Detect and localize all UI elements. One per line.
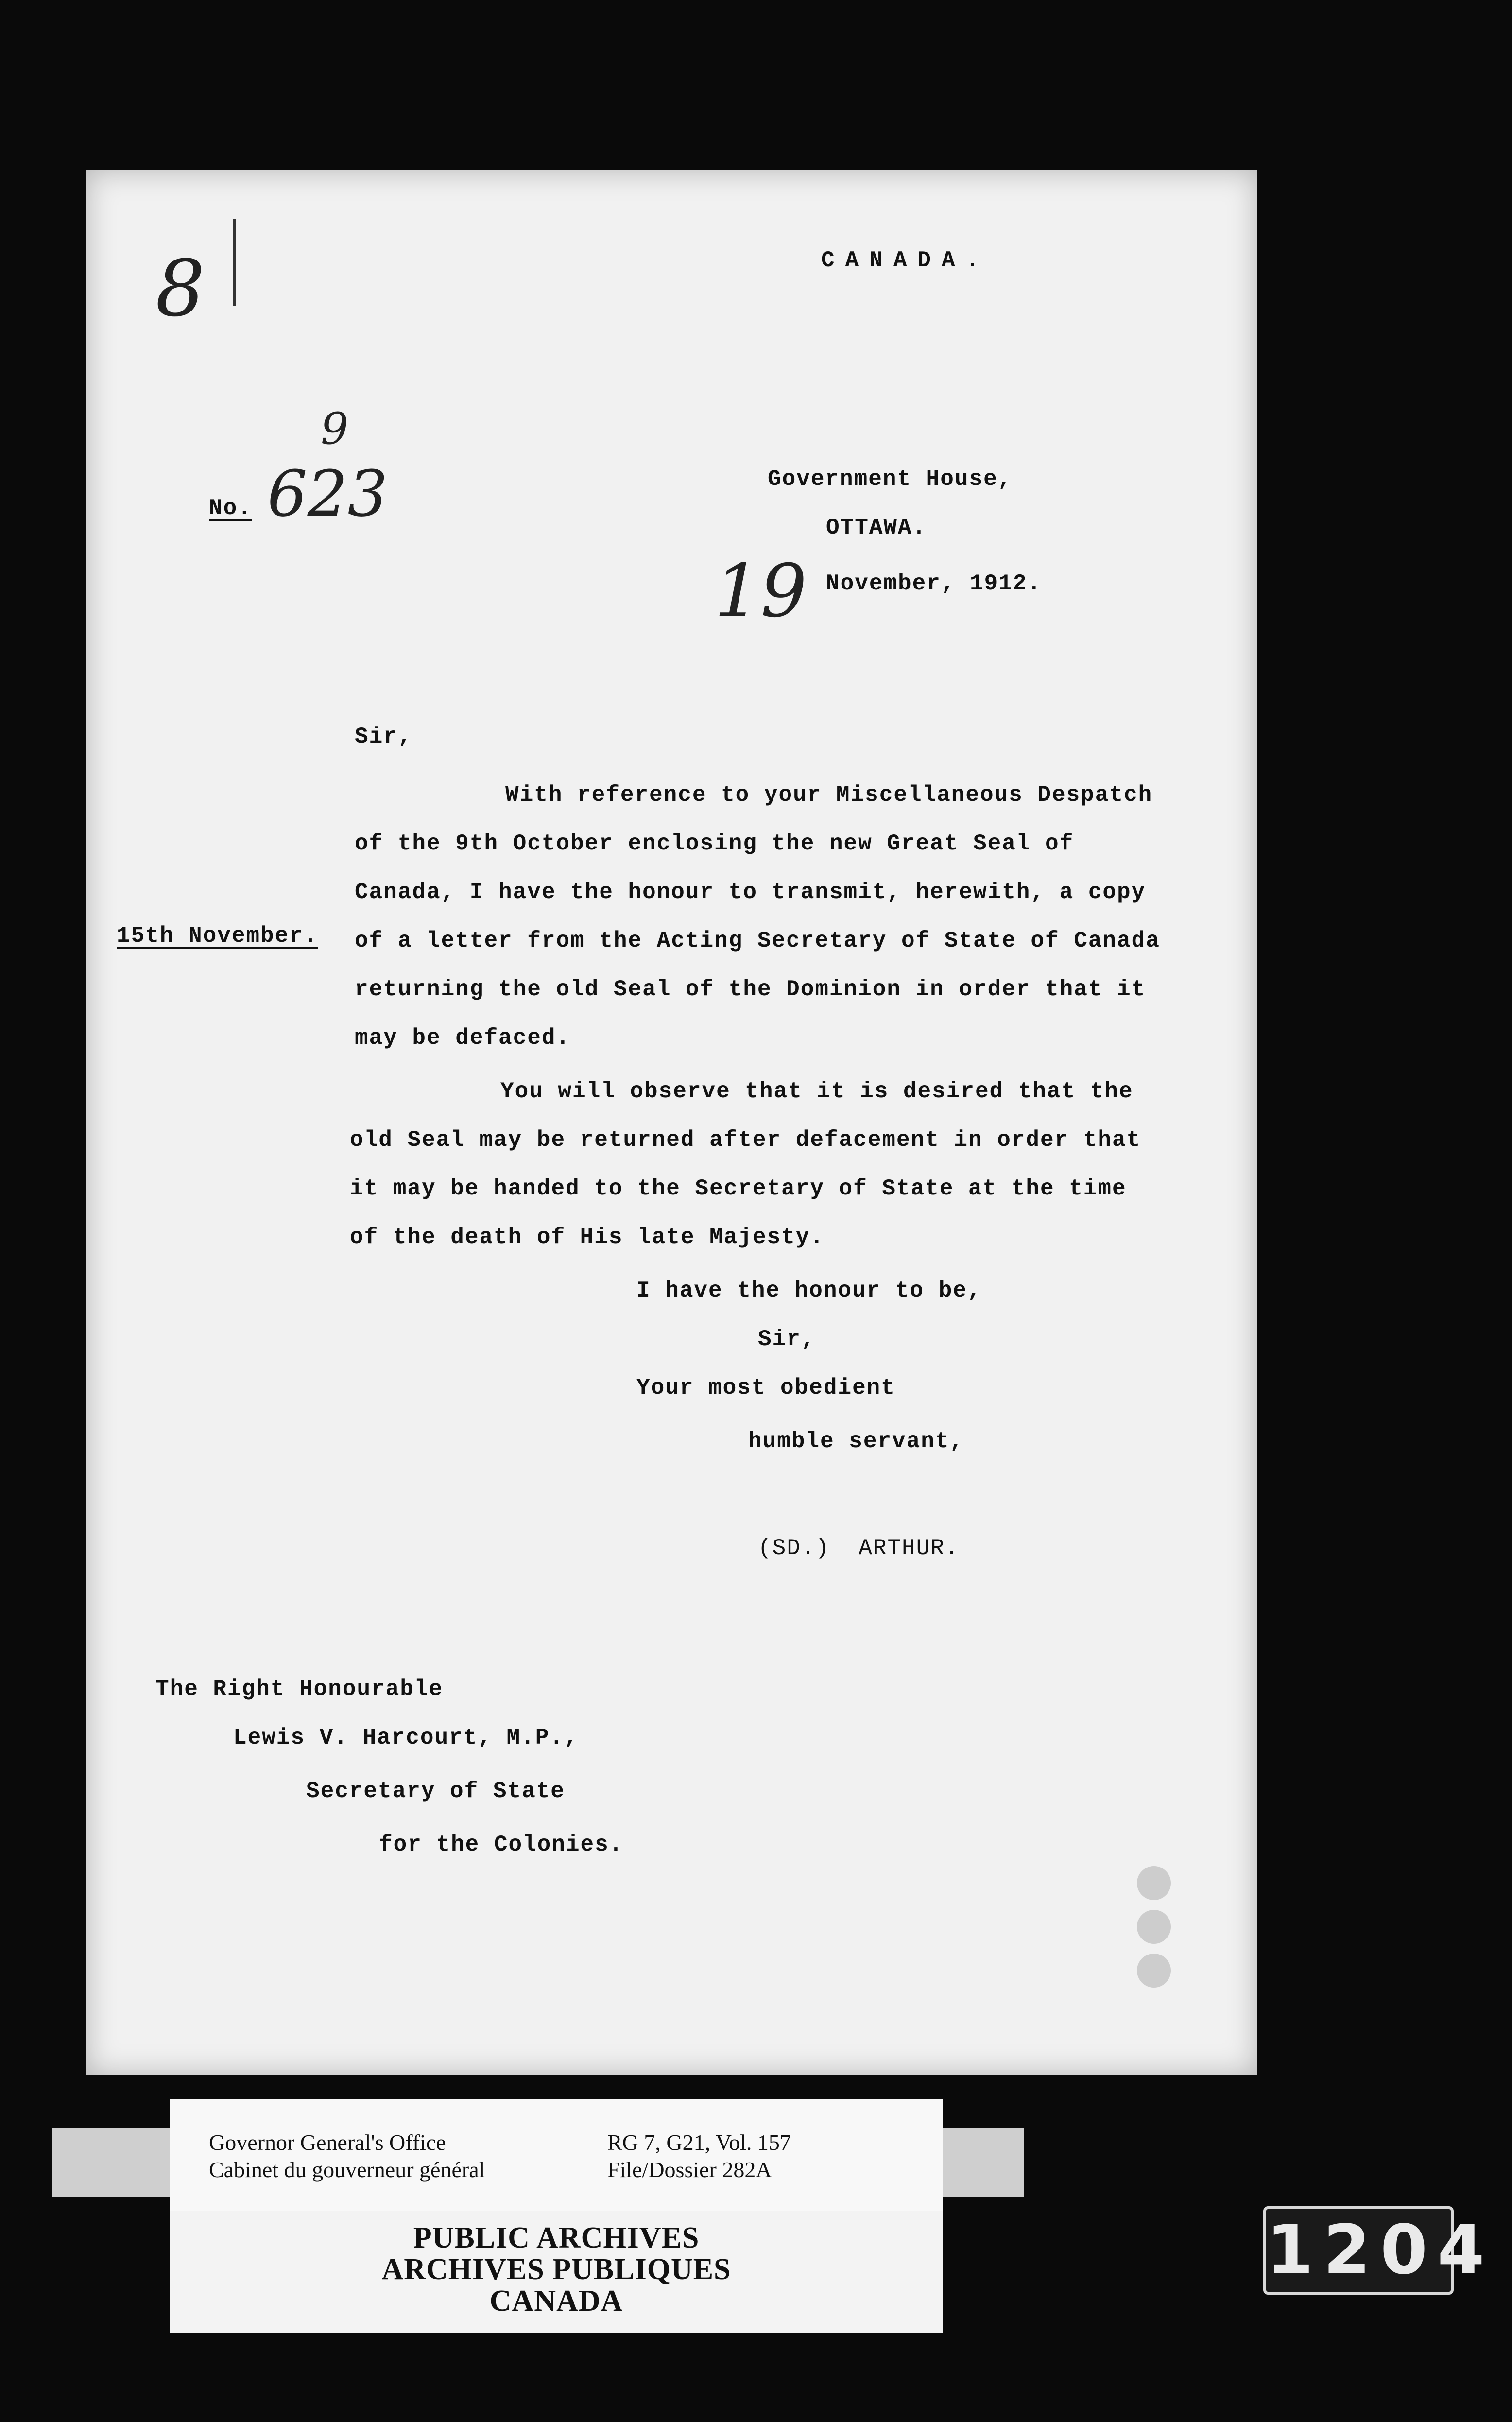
- public-archives-stamp: [170, 2211, 943, 2333]
- paragraph-1-line: of the 9th October enclosing the new Great Seal of: [355, 831, 1074, 856]
- paragraph-1-line: With reference to your Miscellaneous Despatch: [505, 782, 1153, 808]
- date-line: November, 1912.: [826, 571, 1042, 596]
- paragraph-2-line: You will observe that it is desired that the: [500, 1079, 1134, 1104]
- address-line-2: OTTAWA.: [826, 515, 927, 540]
- margin-note: 15th November.: [117, 923, 318, 949]
- paragraph-1-line: of a letter from the Acting Secretary of State of Canada: [355, 928, 1160, 953]
- faint-stamp-marks: [1132, 1866, 1176, 1988]
- handwritten-date-day: 19: [714, 549, 807, 634]
- archive-stamp-line: PUBLIC ARCHIVES: [413, 2221, 700, 2254]
- paragraph-1-line: may be defaced.: [355, 1025, 571, 1051]
- despatch-number-prefix: No.: [209, 496, 252, 521]
- signature: (SD.) ARTHUR.: [758, 1536, 960, 1561]
- archive-reference-label: [170, 2099, 943, 2211]
- closing-line: Sir,: [758, 1327, 816, 1352]
- handwritten-folio: 8: [155, 243, 205, 334]
- handwritten-number-correction: 9: [321, 403, 349, 454]
- archive-stamp-line: CANADA: [489, 2284, 623, 2318]
- microfilm-frame-number: 1204: [1263, 2206, 1454, 2295]
- paragraph-2-line: of the death of His late Majesty.: [350, 1225, 825, 1250]
- addressee-line: Lewis V. Harcourt, M.P.,: [233, 1725, 579, 1750]
- paragraph-1-line: Canada, I have the honour to transmit, herewith, a copy: [355, 880, 1146, 905]
- paragraph-1-line: returning the old Seal of the Dominion in order that it: [355, 977, 1146, 1002]
- archive-stamp-line: ARCHIVES PUBLIQUES: [381, 2253, 731, 2286]
- salutation: Sir,: [355, 724, 412, 749]
- addressee-line: for the Colonies.: [379, 1832, 624, 1857]
- closing-line: Your most obedient: [636, 1375, 895, 1401]
- office-name-english: Governor General's Office: [209, 2130, 446, 2155]
- office-name-french: Cabinet du gouverneur général: [209, 2157, 485, 2182]
- paragraph-2-line: old Seal may be returned after defacement in order that: [350, 1127, 1141, 1153]
- addressee-line: Secretary of State: [306, 1779, 565, 1804]
- record-group-reference: RG 7, G21, Vol. 157: [607, 2130, 791, 2155]
- paragraph-2-line: it may be handed to the Secretary of State at the time: [350, 1176, 1127, 1201]
- file-reference: File/Dossier 282A: [607, 2157, 772, 2182]
- address-line-1: Government House,: [768, 467, 1013, 492]
- country-heading: CANADA.: [821, 248, 990, 273]
- handwritten-despatch-number: 623: [267, 457, 388, 531]
- addressee-line: The Right Honourable: [155, 1677, 444, 1702]
- margin-bracket: [233, 219, 250, 306]
- letter-page: [86, 170, 1257, 2075]
- closing-line: I have the honour to be,: [636, 1278, 982, 1303]
- closing-line: humble servant,: [748, 1429, 964, 1454]
